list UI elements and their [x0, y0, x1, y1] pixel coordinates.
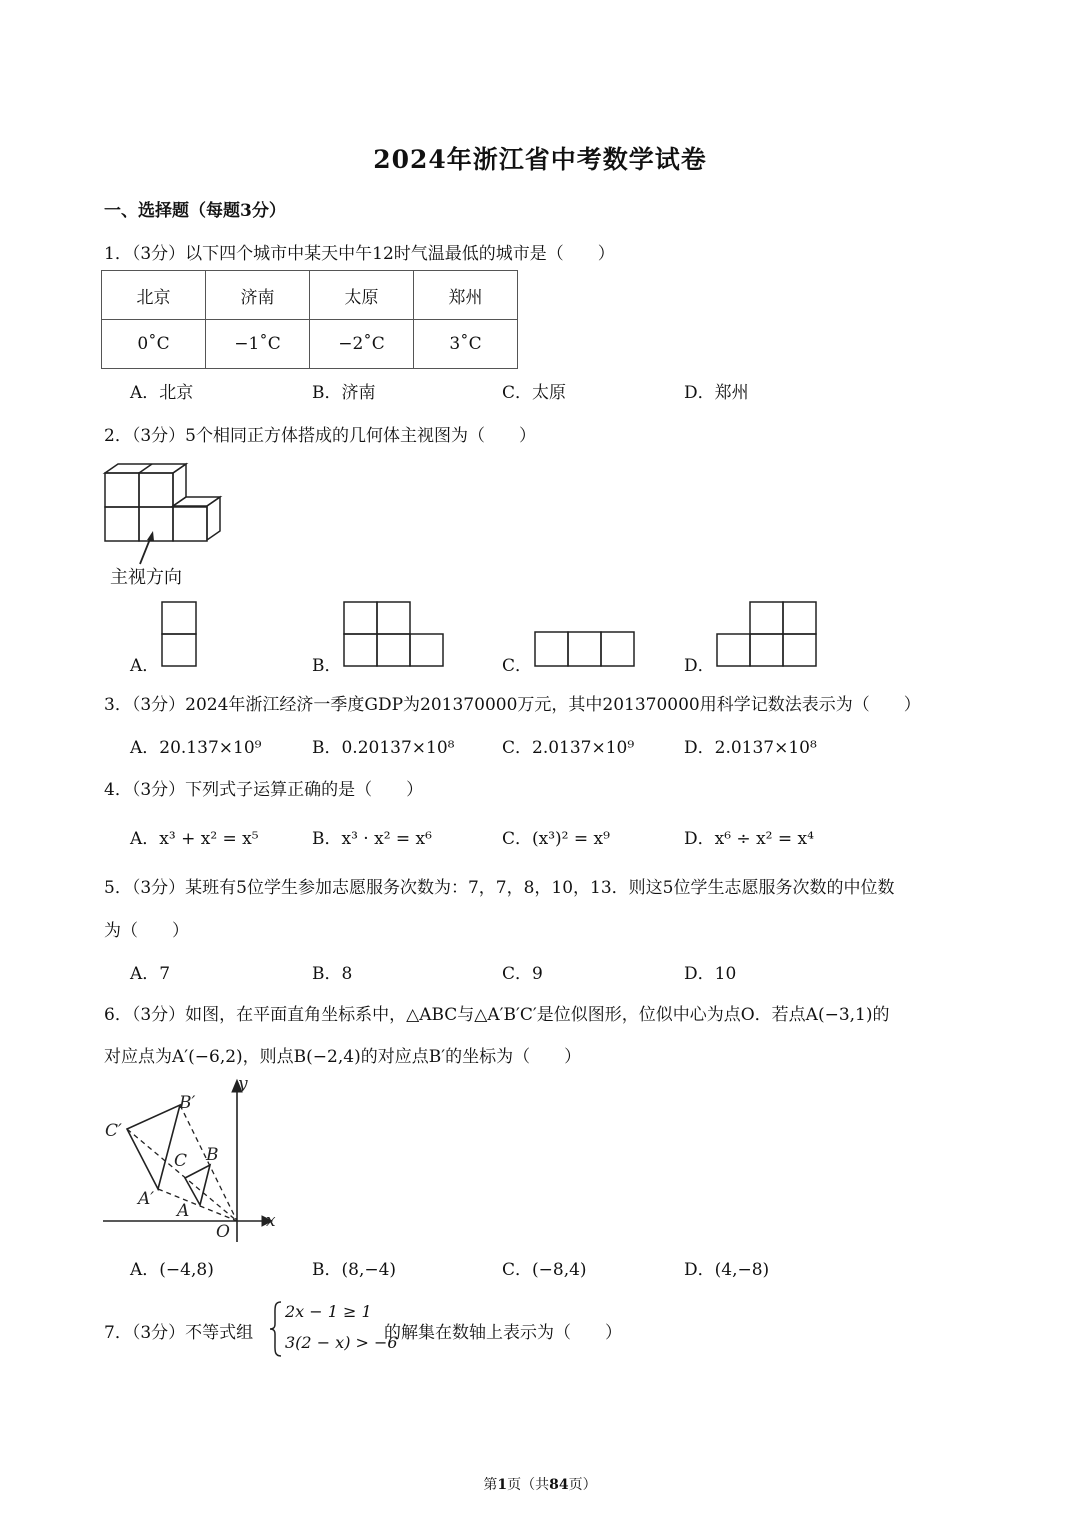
q6-option-a: A．(−4,8)	[130, 1260, 214, 1280]
view-direction-arrow	[134, 528, 164, 568]
y-axis-label: y	[238, 1074, 248, 1094]
q5-option-a: A．7	[130, 964, 171, 984]
city-cell: 济南	[206, 271, 310, 320]
temp-cell: 3˚C	[414, 320, 518, 369]
section-heading: 一、选择题（每题3分）	[104, 201, 286, 221]
question-5-stem-line1: 5．（3分）某班有5位学生参加志愿服务次数为：7，7，8，10，13．则这5位学生志愿服务次数的中位数	[104, 878, 895, 898]
question-7-stem-suffix: 的解集在数轴上表示为（ ）	[384, 1323, 622, 1343]
q2-option-c: C．	[502, 656, 533, 676]
q4-option-a: A．x³ + x² = x⁵	[130, 829, 259, 849]
q2-option-a-figure	[160, 600, 200, 670]
q2-option-b-figure	[342, 600, 446, 670]
q2-option-d-figure	[715, 600, 819, 670]
q4-option-b: B．x³ · x² = x⁶	[312, 829, 432, 849]
q5-option-d: D．10	[684, 964, 737, 984]
point-a-prime-label: A′	[138, 1189, 155, 1209]
q3-option-a: A．20.137×10⁹	[130, 738, 262, 758]
point-a-label: A	[177, 1201, 190, 1221]
footer-prefix: 第	[483, 1477, 498, 1493]
q2-option-d: D．	[684, 656, 715, 676]
system-brace	[268, 1300, 284, 1358]
homothety-figure	[100, 1070, 290, 1250]
temp-cell: −1˚C	[206, 320, 310, 369]
question-7-stem-prefix: 7．（3分）不等式组	[104, 1323, 254, 1343]
q2-option-b: B．	[312, 656, 342, 676]
q6-option-d: D．(4,−8)	[684, 1260, 770, 1280]
q1-option-c: C．太原	[502, 383, 567, 403]
q4-option-d: D．x⁶ ÷ x² = x⁴	[684, 829, 814, 849]
city-cell: 太原	[310, 271, 414, 320]
point-c-prime-label: C′	[105, 1121, 122, 1141]
question-6-stem-line1: 6．（3分）如图，在平面直角坐标系中，△ABC与△A′B′C′是位似图形，位似中心为点O．若点A(−3,1)的	[104, 1005, 890, 1025]
page-footer	[0, 1474, 1080, 1494]
question-1-stem: 1．（3分）以下四个城市中某天中午12时气温最低的城市是（ ）	[104, 244, 615, 264]
x-axis-label: x	[266, 1211, 276, 1231]
question-5-stem-line2: 为（ ）	[104, 921, 189, 941]
q6-option-b: B．(8,−4)	[312, 1260, 397, 1280]
temp-cell: −2˚C	[310, 320, 414, 369]
q5-option-b: B．8	[312, 964, 353, 984]
origin-label: O	[216, 1222, 230, 1242]
q3-option-d: D．2.0137×10⁸	[684, 738, 817, 758]
city-cell: 郑州	[414, 271, 518, 320]
q5-option-c: C．9	[502, 964, 543, 984]
q3-option-c: C．2.0137×10⁹	[502, 738, 635, 758]
temp-cell: 0˚C	[102, 320, 206, 369]
point-c-label: C	[174, 1151, 188, 1171]
q1-option-b: B．济南	[312, 383, 376, 403]
inequality-1: 2x − 1 ≥ 1	[285, 1302, 372, 1321]
q6-option-c: C．(−8,4)	[502, 1260, 587, 1280]
footer-page-number: 1	[497, 1477, 508, 1493]
question-4-stem: 4．（3分）下列式子运算正确的是（ ）	[104, 780, 424, 800]
inequality-2: 3(2 − x) > −6	[285, 1333, 398, 1352]
question-3-stem: 3．（3分）2024年浙江经济一季度GDP为201370000万元，其中201370000用科学记数法表示为（ ）	[104, 695, 921, 715]
q2-option-c-figure	[533, 630, 637, 670]
temperature-table	[101, 270, 518, 369]
city-cell: 北京	[102, 271, 206, 320]
point-b-label: B	[206, 1145, 219, 1165]
footer-total-pages: 84	[549, 1477, 569, 1493]
page-title: 2024年浙江省中考数学试卷	[373, 145, 707, 174]
footer-middle: 页（共	[507, 1477, 550, 1493]
question-2-stem: 2．（3分）5个相同正方体搭成的几何体主视图为（ ）	[104, 426, 536, 446]
cube-stack-figure	[100, 460, 230, 550]
q4-option-c: C．(x³)² = x⁹	[502, 829, 610, 849]
q1-option-d: D．郑州	[684, 383, 749, 403]
point-b-prime-label: B′	[179, 1093, 196, 1113]
question-6-stem-line2: 对应点为A′(−6,2)，则点B(−2,4)的对应点B′的坐标为（ ）	[104, 1047, 582, 1067]
view-direction-label: 主视方向	[110, 567, 182, 588]
q1-option-a: A．北京	[130, 383, 194, 403]
footer-suffix: 页）	[568, 1477, 597, 1493]
q3-option-b: B．0.20137×10⁸	[312, 738, 455, 758]
q2-option-a: A．	[130, 656, 160, 676]
